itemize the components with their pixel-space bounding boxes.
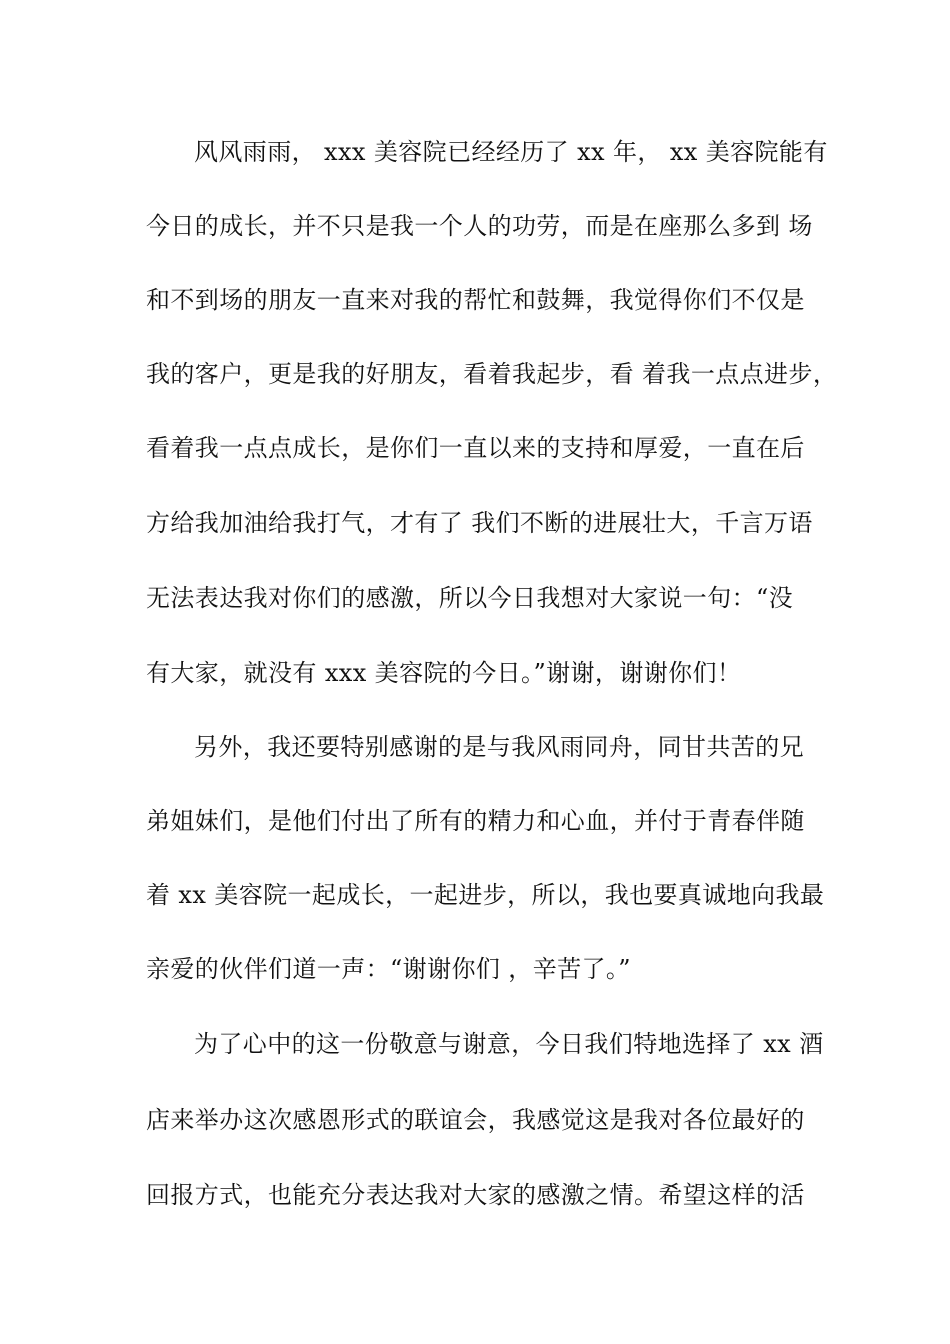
paragraph-1-line-8: 有大家，就没有 xxx 美容院的今日。”谢谢，谢谢你们！ [146, 659, 742, 687]
paragraph-1-line-4: 我的客户，更是我的好朋友，看着我起步，看 着我一点点进步， [146, 360, 838, 388]
paragraph-2-line-2: 弟姐妹们，是他们付出了所有的精力和心血，并付于青春伴随 [146, 807, 805, 835]
paragraph-2-line-4: 亲爱的伙伴们道一声：“谢谢你们 ，辛苦了。” [146, 955, 631, 983]
paragraph-1-line-5: 看着我一点点成长，是你们一直以来的支持和厚爱，一直在后 [146, 434, 805, 462]
paragraph-1-line-1: 风风雨雨， xxx 美容院已经经历了 xx 年， xx 美容院能有 [194, 138, 828, 166]
paragraph-2-line-1: 另外，我还要特别感谢的是与我风雨同舟，同甘共苦的兄 [194, 733, 804, 761]
paragraph-1-line-3: 和不到场的朋友一直来对我的帮忙和鼓舞，我觉得你们不仅是 [146, 286, 805, 314]
paragraph-3-line-2: 店来举办这次感恩形式的联谊会，我感觉这是我对各位最好的 [146, 1106, 805, 1134]
paragraph-1-line-7: 无法表达我对你们的感激，所以今日我想对大家说一句：“没 [146, 584, 794, 612]
paragraph-2-line-3: 着 xx 美容院一起成长，一起进步，所以，我也要真诚地向我最 [146, 881, 825, 909]
paragraph-1-line-2: 今日的成长，并不只是我一个人的功劳，而是在座那么多到 场 [146, 212, 813, 240]
paragraph-3-line-1: 为了心中的这一份敬意与谢意，今日我们特地选择了 xx 酒 [194, 1030, 824, 1058]
paragraph-3-line-3: 回报方式，也能充分表达我对大家的感激之情。希望这样的活 [146, 1181, 805, 1209]
paragraph-1-line-6: 方给我加油给我打气，才有了 我们不断的进展壮大，千言万语 [146, 509, 813, 537]
